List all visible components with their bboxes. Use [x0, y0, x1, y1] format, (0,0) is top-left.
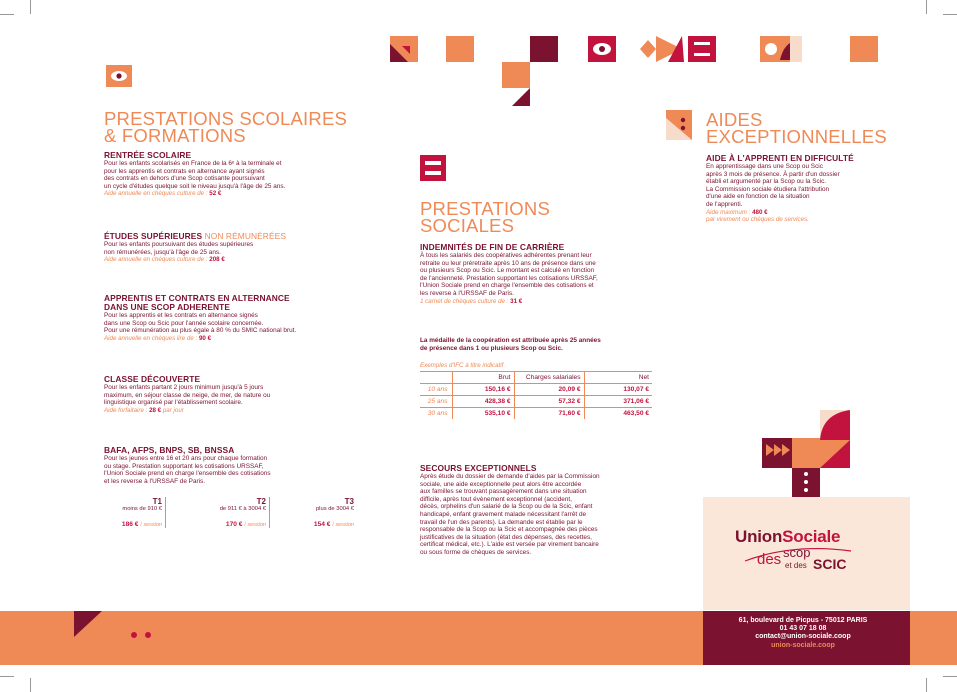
tier-t3: T3 plus de 3004 € 154 € / session	[313, 497, 354, 528]
equals-icon	[420, 155, 446, 181]
website-link[interactable]: union-sociale.coop	[771, 641, 835, 649]
table-caption: Exemples d'IFC à titre indicatif	[420, 362, 504, 369]
logo-panel	[703, 497, 910, 610]
logo-et-des: et des	[785, 561, 807, 570]
decorative-blocks	[762, 410, 882, 500]
eye-icon	[106, 65, 132, 87]
footer-band-right	[910, 611, 957, 665]
contact-panel	[703, 611, 910, 665]
apprentis-block: APPRENTIS ET CONTRATS EN ALTERNANCE DANS UNE SCOP ADHERENTE Pour les apprentis et les contrats en alternance signés dans une Scop ou Scic pour l'année scolaire concernée. Pour une rémunération au plus égale à 80 % du SMIC national brut. Aide annuelle en chèques lire de : 90 €	[104, 294, 394, 342]
table-row: 10 ans 150,16 € 20,09 € 130,07 €	[420, 384, 652, 396]
crop-mark	[0, 14, 14, 15]
etudes-superieures-block: ÉTUDES SUPÉRIEURES NON RÉMUNÉRÉES Pour les enfants poursuivant des études supérieures non rémunérées, jusqu'à l'âge de 25 ans. Aide annuelle en chèques culture de : 208 €	[104, 232, 394, 264]
crop-mark	[926, 678, 927, 692]
logo-swoosh	[743, 545, 853, 565]
dots-icon	[666, 110, 692, 140]
indemnites-block: INDEMNITÉS DE FIN DE CARRIÈRE À tous les salariés des coopératives adhérentes prenant leur retraite ou leur préretraite après 10 ans de présence dans une ou plusieurs Scop ou Scic. Le montant est calculé en fonction de l'ancienneté. Prestation supportant les cotisations URSSAF, l'Union Sociale prend en charge l'ensemble des cotisations et les reverse à l'URSSAF de Paris. 1 carnet de chèques culture de : 31 €	[420, 243, 660, 305]
crop-mark	[943, 676, 957, 677]
phone-text: 01 43 07 18 08	[779, 625, 827, 633]
table-row: 25 ans 428,38 € 57,32 € 371,06 €	[420, 396, 652, 408]
crop-mark	[926, 0, 927, 14]
heading-etudes-superieures: ÉTUDES SUPÉRIEURES NON RÉMUNÉRÉES	[104, 231, 287, 241]
logo-union-sociale: UnionSociale	[735, 527, 841, 546]
secours-block: SECOURS EXCEPTIONNELS Après étude du dossier de demande d'aides par la Commission sociale, une aide exceptionnelle peut alors être accordée aux familles se trouvant passagèrement dans une situation difficile, après tout évènement exceptionnel (accident, décès, orphelins d'un salarié de la Scop ou de la Scic, enfant handicapé, enfant gravement malade nécessitant l'arrêt de travail de l'un des parents). La demande est établie par le responsable de la Scop ou la Scic et accompagnée des pièces justificatives de la situation (état des dépenses, des recettes, certificat médical, etc.). L'aide est versée par virement bancaire ou sous forme de chèques de services.	[420, 464, 660, 557]
logo-scic: SCIC	[813, 556, 847, 572]
crop-mark	[30, 0, 31, 14]
footer-decor	[74, 611, 174, 651]
heading-apprentis: APPRENTIS ET CONTRATS EN ALTERNANCE	[104, 293, 290, 303]
tiers-table	[104, 497, 354, 541]
crop-mark	[943, 14, 957, 15]
heading-secours: SECOURS EXCEPTIONNELS	[420, 463, 537, 473]
address-text: 61, boulevard de Picpus - 75012 PARIS	[738, 617, 868, 624]
tier-t1: T1 moins de 910 € 186 € / session	[104, 497, 166, 528]
ifc-table: Brut Charges salariales Net 10 ans 150,16 € 20,09 € 130,07 € 25 ans 428,38 € 57,32 € 371,06 € 30 ans 535,10 € 71,60 € 463,50 €	[420, 371, 652, 419]
apprenti-difficulte-block: AIDE À L'APPRENTI EN DIFFICULTÉ En apprentissage dans une Scop ou Scic après 3 mois de présence. À partir d'un dossier établi et argumenté par la Scop ou la Scic. La Commission sociale étudiera l'attribution d'une aide en fonction de la situation de l'apprenti. Aide maximum : 480 € par virement ou chèques de services.	[706, 154, 906, 224]
heading-bafa: BAFA, AFPS, BNPS, SB, BNSSA	[104, 445, 235, 455]
heading-apprenti-difficulte: AIDE À L'APPRENTI EN DIFFICULTÉ	[706, 153, 854, 163]
heading-classe-decouverte: CLASSE DÉCOUVERTE	[104, 374, 201, 384]
bafa-block: BAFA, AFPS, BNPS, SB, BNSSA Pour les jeunes entre 16 et 20 ans pour chaque formation ou stage. Prestation supportant les cotisations URSSAF, l'Union Sociale prend en charge l'ensemble des cotisations et les reverse à l'URSSAF de Paris.	[104, 446, 394, 485]
rentree-scolaire-block: RENTRÉE SCOLAIRE Pour les enfants scolarisés en France de la 6ᵉ à la terminale et pour les apprentis et contrats en alternance ayant signés des contrats en dehors d'une Scop cotisante poursuivant un cycle d'études quelque soit le niveau jusqu'à l'âge de 25 ans. Aide annuelle en chèques culture de : 52 €	[104, 151, 394, 198]
medaille-block: La médaille de la coopération est attribuée après 25 années de présence dans 1 ou plusieurs Scop ou Scic.	[420, 337, 601, 352]
decorative-pattern	[388, 36, 880, 116]
heading-rentree-scolaire: RENTRÉE SCOLAIRE	[104, 150, 192, 160]
section-title-aides: AIDES EXCEPTIONNELLES	[706, 109, 887, 147]
section-title-sociales: PRESTATIONS SOCIALES	[420, 198, 551, 236]
logo-scop: scop	[783, 545, 811, 560]
contact-info	[708, 617, 898, 650]
logo-des: des	[757, 551, 782, 568]
email-link[interactable]: contact@union-sociale.coop	[755, 633, 851, 641]
section-title-scolaires: PRESTATIONS SCOLAIRES & FORMATIONS	[104, 108, 348, 146]
crop-mark	[30, 678, 31, 692]
table-row: 30 ans 535,10 € 71,60 € 463,50 €	[420, 408, 652, 420]
tier-t2: T2 de 911 € à 3004 € 170 € / session	[170, 497, 270, 528]
crop-mark	[0, 676, 14, 677]
classe-decouverte-block: CLASSE DÉCOUVERTE Pour les enfants partant 2 jours minimum jusqu'à 5 jours maximum, en séjour classe de neige, de mer, de nature ou linguistique organisé par l'établissement scolaire. Aide forfaitaire : 28 € par jour	[104, 375, 394, 414]
heading-indemnites: INDEMNITÉS DE FIN DE CARRIÈRE	[420, 242, 565, 252]
